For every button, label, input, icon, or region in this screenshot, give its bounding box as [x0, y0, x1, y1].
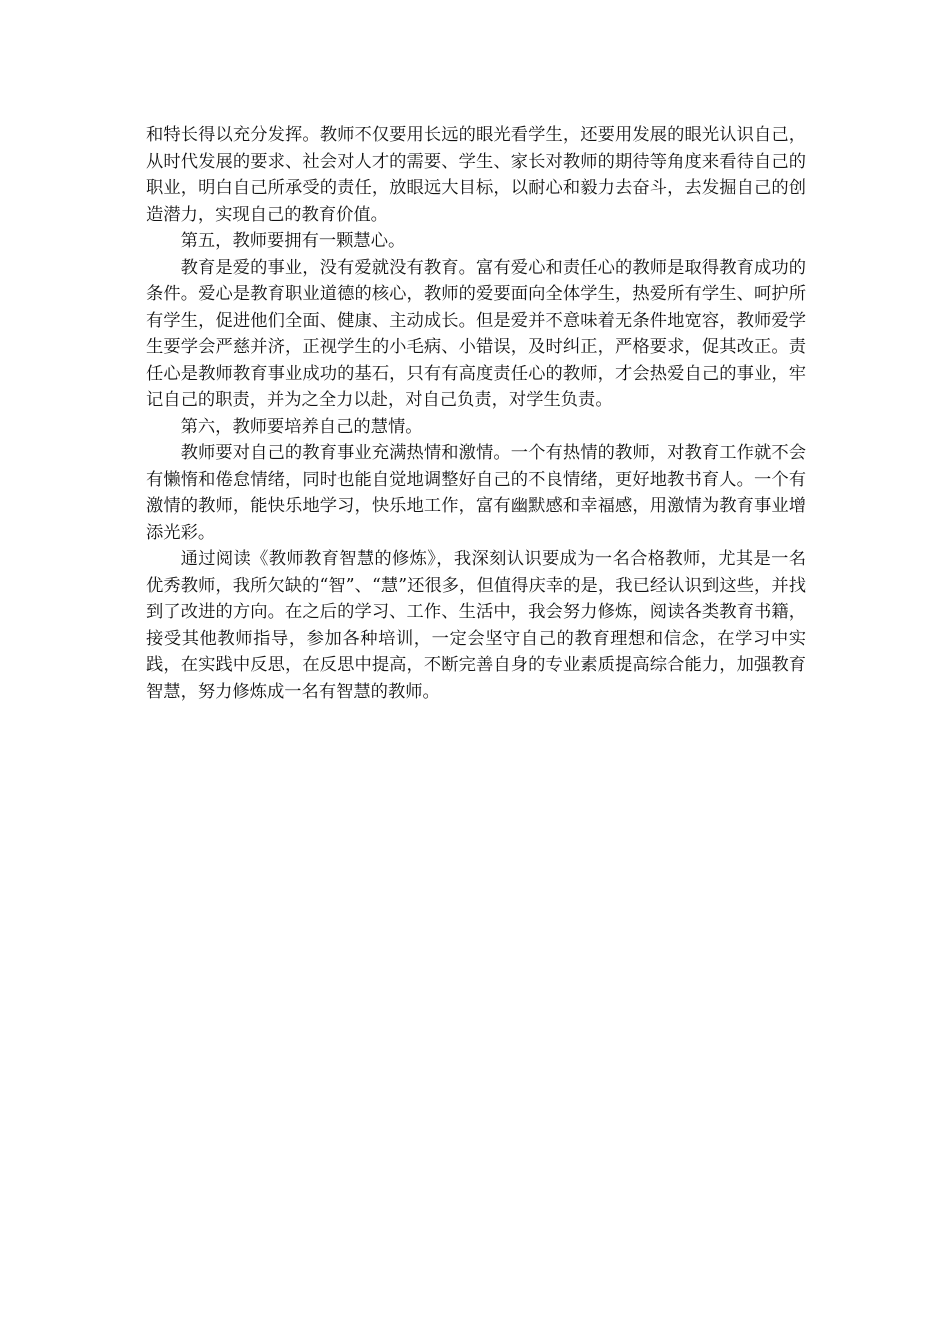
paragraph-conclusion: 通过阅读《教师教育智慧的修炼》，我深刻认识要成为一名合格教师，尤其是一名优秀教师，我所欠缺的“智”、“慧”还很多，但值得庆幸的是，我已经认识到这些，并找到了改进的方向。在之后的学习、工作、生活中，我会努力修炼，阅读各类教育书籍，接受其他教师指导，参加各种培训，一定会坚守自己的教育理想和信念，在学习中实践，在实践中反思，在反思中提高，不断完善自身的专业素质提高综合能力，加强教育智慧，努力修炼成一名有智慧的教师。	[146, 549, 806, 702]
paragraph-heading-sixth: 第六，教师要培养自己的慧情。	[180, 416, 423, 437]
paragraph-heading-fifth: 第五，教师要拥有一颗慧心。	[180, 231, 406, 251]
paragraph-love-and-responsibility: 教育是爱的事业，没有爱就没有教育。富有爱心和责任心的教师是取得教育成功的条件。爱心是教育职业道德的核心，教师的爱要面向全体学生，热爱所有学生、呵护所有学生，促进他们全面、健康、主动成长。但是爱并不意味着无条件地宽容，教师爱学生要学会严慈并济，正视学生的小毛病、小错误，及时纠正，严格要求，促其改正。责任心是教师教育事业成功的基石，只有有高度责任心的教师，才会热爱自己的事业，牢记自己的职责，并为之全力以赴，对自己负责，对学生负责。	[146, 257, 806, 410]
paragraph-passion: 教师要对自己的教育事业充满热情和激情。一个有热情的教师，对教育工作就不会有懒惰和倦怠情绪，同时也能自觉地调整好自己的不良情绪，更好地教书育人。一个有激情的教师，能快乐地学习，快乐地工作，富有幽默感和幸福感，用激情为教育事业增添光彩。	[146, 443, 806, 543]
document-body	[146, 122, 806, 705]
paragraph-continued: 和特长得以充分发挥。教师不仅要用长远的眼光看学生，还要用发展的眼光认识自己，从时代发展的要求、社会对人才的需要、学生、家长对教师的期待等角度来看待自己的职业，明白自己所承受的责任，放眼远大目标，以耐心和毅力去奋斗，去发掘自己的创造潜力，实现自己的教育价值。	[146, 125, 806, 225]
